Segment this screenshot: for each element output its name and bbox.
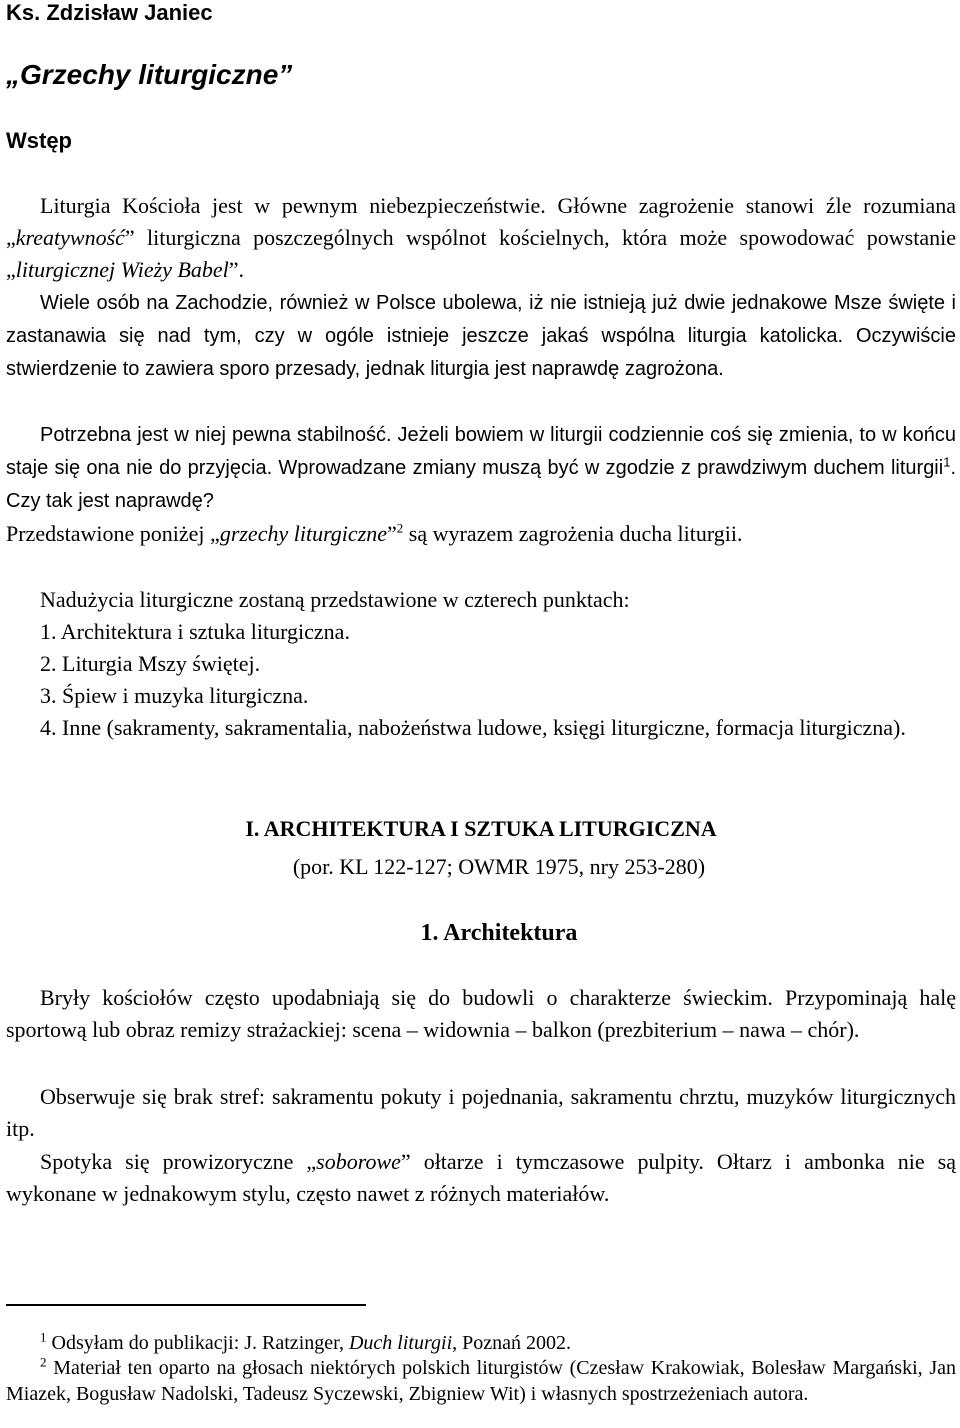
text-run: ” ołtarze i tymczasowe pulpity. Ołtarz i ambonka nie są wykonane w jednakowym stylu, często nawet z różnych materiałów. — [6, 1149, 956, 1206]
architecture-paragraph-2: Obserwuje się brak stref: sakramentu pokuty i pojednania, sakramentu chrztu, muzyków liturgicznych itp. — [6, 1084, 956, 1141]
text-run: Materiał ten oparto na głosach niektórych polskich liturgistów (Czesław Krakowiak, Bolesław Margański, Jan Miazek, Bogusław Nadolski, Tadeusz Syczewski, Zbigniew Wit) i własnych spostrzeżeniach autora. — [6, 1357, 956, 1405]
list-item: 2. Liturgia Mszy świętej. — [40, 651, 261, 676]
architecture-paragraph-1: Bryły kościołów często upodabniają się do budowli o charakterze świeckim. Przypominają halę sportową lub obraz remizy strażackiej: scena – widownia – balkon (prezbiterium – nawa – chór). — [6, 985, 956, 1042]
intro-heading: Wstęp — [6, 128, 72, 153]
intro-paragraph-1 — [6, 190, 956, 286]
section-heading: I. ARCHITEKTURA I SZTUKA LITURGICZNA — [245, 816, 717, 841]
architecture-paragraph-3 — [6, 1146, 956, 1210]
topics-list — [6, 616, 956, 712]
text-run: Liturgia Kościoła jest w pewnym niebezpieczeństwie. Główne zagrożenie stanowi źle rozumiana „ — [6, 193, 956, 250]
footnote-2 — [6, 1355, 956, 1407]
list-item-4: 4. Inne (sakramenty, sakramentalia, nabożeństwa ludowe, księgi liturgiczne, formacja liturgiczna). — [40, 715, 906, 740]
emphasis-wieza-babel: liturgicznej Wieży Babel — [15, 257, 229, 282]
footnote-separator — [6, 1304, 366, 1306]
text-run: , Poznań 2002. — [452, 1332, 572, 1354]
list-item: 3. Śpiew i muzyka liturgiczna. — [40, 683, 309, 708]
text-run: Spotyka się prowizoryczne „ — [40, 1149, 317, 1174]
intro-paragraph-3 — [6, 419, 956, 518]
text-run: Przedstawione poniżej „ — [6, 521, 220, 546]
emphasis-soborowe: soborowe — [316, 1149, 401, 1174]
text-run: ” liturgiczna poszczególnych wspólnot kościelnych, która może spowodować powstanie „ — [6, 225, 956, 282]
footnote-ref-2: 2 — [396, 520, 404, 536]
intro-paragraph-2: Wiele osób na Zachodzie, również w Polsce ubolewa, iż nie istnieją już dwie jednakowe Msze święte i zastanawia się nad tym, czy w ogóle istnieje jeszcze jakaś wspólna liturgia katolicka. Oczywiście stwierdzenie to zawiera sporo przesady, jednak liturgia jest naprawdę zagrożona. — [6, 292, 956, 380]
intro-paragraph-5: Nadużycia liturgiczne zostaną przedstawione w czterech punktach: — [40, 587, 630, 612]
document-title: „Grzechy liturgiczne” — [6, 59, 293, 90]
text-run: Odsyłam do publikacji: J. Ratzinger, — [46, 1332, 349, 1354]
text-run: są wyrazem zagrożenia ducha liturgii. — [403, 521, 743, 546]
author-name: Ks. Zdzisław Janiec — [6, 0, 213, 25]
text-run: ”. — [228, 257, 245, 282]
intro-paragraph-4 — [6, 518, 956, 550]
section-reference: (por. KL 122-127; OWMR 1975, nry 253-280) — [292, 854, 706, 879]
text-run: Potrzebna jest w niej pewna stabilność. Jeżeli bowiem w liturgii codziennie coś się zmienia, to w końcu staje się ona nie do przyjęcia. Wprowadzane zmiany muszą być w zgodzie z prawdziwym duchem liturgii — [6, 424, 956, 479]
subsection-heading: 1. Architektura — [420, 920, 578, 946]
footnote-number: 2 — [40, 1354, 47, 1370]
text-run: ” — [387, 521, 397, 546]
emphasis-kreatywnosc: kreatywność — [15, 225, 125, 250]
list-item: 1. Architektura i sztuka liturgiczna. — [40, 619, 350, 644]
footnote-1 — [6, 1330, 956, 1356]
emphasis-grzechy: grzechy liturgiczne — [219, 521, 388, 546]
emphasis-book-title: Duch liturgii — [348, 1332, 453, 1354]
footnote-number: 1 — [40, 1329, 47, 1345]
footnote-ref-1: 1 — [943, 454, 951, 470]
text-run: . Czy tak jest naprawdę? — [6, 457, 956, 512]
